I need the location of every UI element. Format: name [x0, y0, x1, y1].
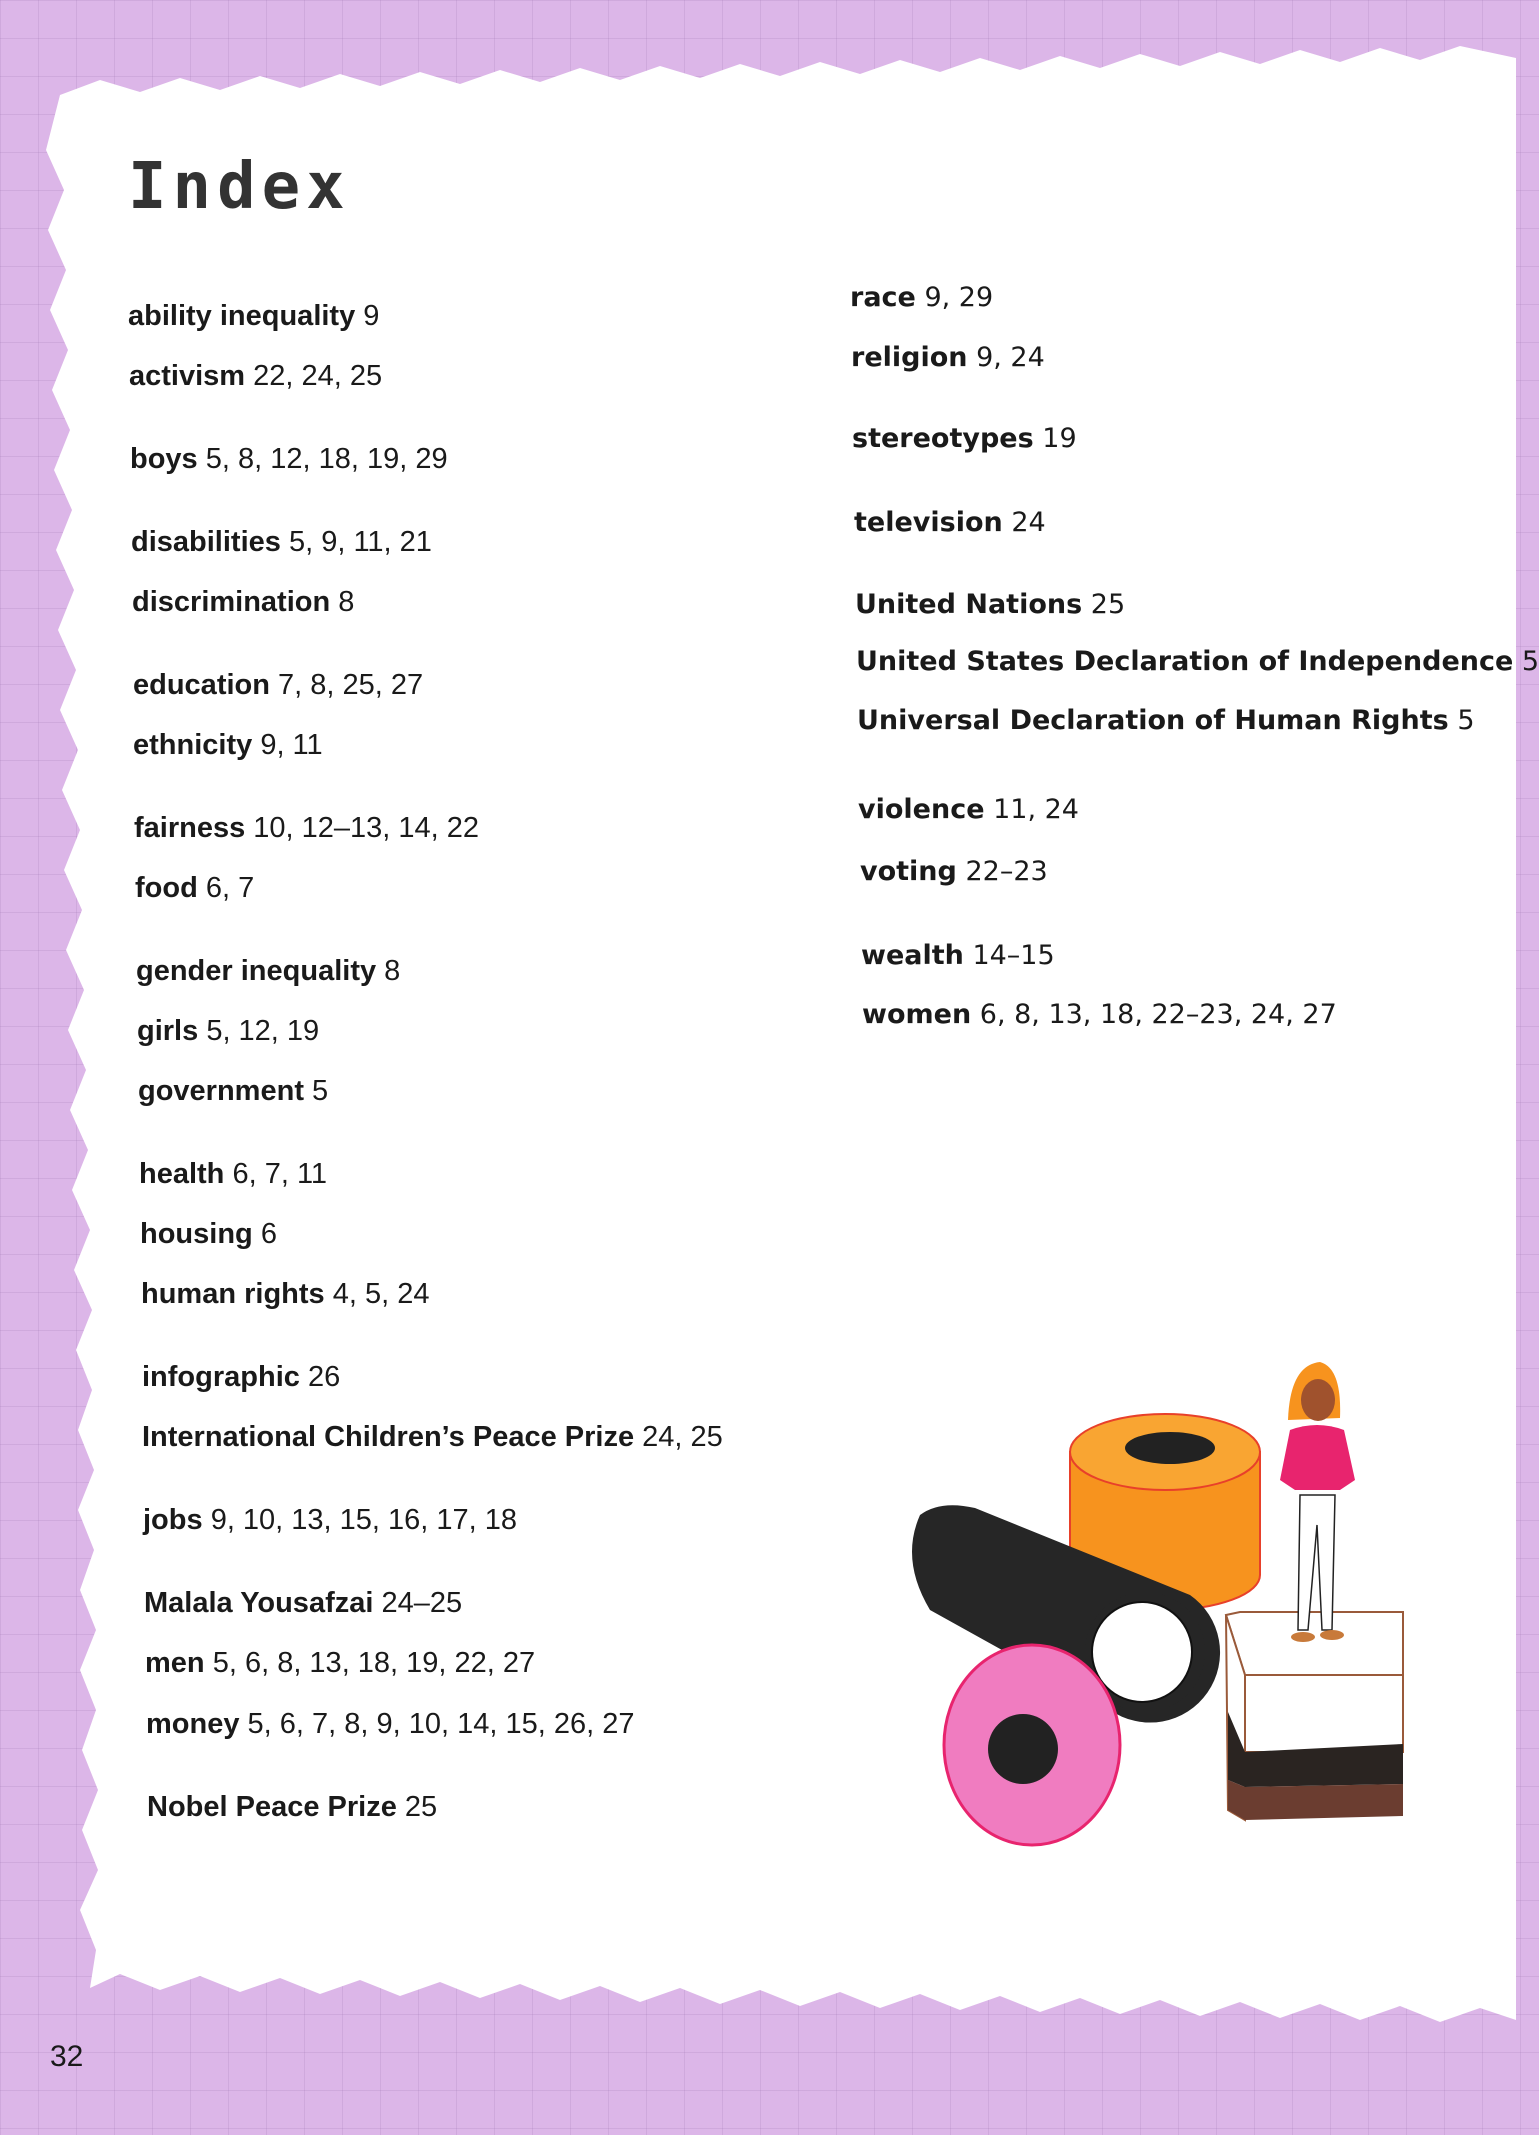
- index-pages: 9, 29: [924, 282, 994, 313]
- index-term: television: [854, 507, 1003, 538]
- index-entry: [144, 1587, 462, 1620]
- index-term: jobs: [143, 1504, 203, 1536]
- index-term: discrimination: [132, 586, 331, 618]
- index-entry: [135, 872, 254, 905]
- index-entry: [851, 342, 1045, 373]
- layered-cube: [1226, 1612, 1403, 1820]
- person-figure: [1280, 1362, 1355, 1642]
- index-term: girls: [137, 1015, 199, 1047]
- index-pages: 22–23: [965, 856, 1048, 887]
- index-term: boys: [130, 443, 198, 475]
- index-term: United Nations: [855, 589, 1083, 620]
- index-pages: 25: [404, 1791, 438, 1823]
- index-pages: 22, 24, 25: [253, 360, 383, 392]
- licorice-allsorts-illustration: [880, 1340, 1440, 1840]
- index-entry: [134, 812, 479, 845]
- index-entry: [856, 646, 1539, 677]
- index-term: money: [146, 1708, 240, 1740]
- index-pages: 8: [338, 586, 355, 618]
- index-term: women: [862, 999, 972, 1030]
- index-pages: 5: [312, 1075, 329, 1107]
- index-pages: 26: [307, 1361, 341, 1393]
- index-entry: [858, 794, 1079, 825]
- index-pages: 6, 8, 13, 18, 22–23, 24, 27: [979, 999, 1337, 1030]
- index-entry: [141, 1278, 429, 1311]
- index-pages: 5, 12, 19: [206, 1015, 320, 1047]
- index-pages: 6: [260, 1218, 277, 1250]
- index-entry: [855, 589, 1125, 620]
- page-title: Index: [128, 150, 351, 224]
- index-entry: [854, 507, 1046, 538]
- index-entry: [136, 955, 400, 988]
- index-term: ethnicity: [133, 729, 253, 761]
- index-entry: [142, 1361, 340, 1394]
- index-entry: [852, 423, 1077, 454]
- index-pages: 9, 10, 13, 15, 16, 17, 18: [210, 1504, 518, 1536]
- index-entry: [129, 360, 382, 393]
- index-pages: 8: [384, 955, 401, 987]
- index-term: ability inequality: [128, 300, 356, 332]
- index-entry: [133, 669, 423, 702]
- index-entry: [862, 999, 1337, 1030]
- index-pages: 24–25: [381, 1587, 463, 1619]
- index-pages: 5: [1457, 705, 1475, 736]
- index-term: disabilities: [131, 526, 281, 558]
- index-term: infographic: [142, 1361, 300, 1393]
- index-term: United States Declaration of Independence: [856, 646, 1514, 677]
- index-term: Malala Yousafzai: [144, 1587, 374, 1619]
- index-pages: 5, 9, 11, 21: [288, 526, 432, 558]
- index-entry: [131, 526, 432, 559]
- index-entry: [860, 856, 1048, 887]
- index-pages: 14–15: [972, 940, 1055, 971]
- index-pages: 6, 7, 11: [232, 1158, 328, 1190]
- index-term: religion: [851, 342, 968, 373]
- index-pages: 9: [363, 300, 380, 332]
- index-entry: [138, 1075, 328, 1108]
- index-entry: [861, 940, 1055, 971]
- index-pages: 6, 7: [205, 872, 255, 904]
- index-term: wealth: [861, 940, 964, 971]
- index-pages: 5, 6, 7, 8, 9, 10, 14, 15, 26, 27: [247, 1708, 635, 1740]
- index-entry: [145, 1647, 535, 1680]
- index-pages: 9, 11: [260, 729, 323, 761]
- index-term: men: [145, 1647, 205, 1679]
- index-entry: [133, 729, 323, 762]
- index-term: voting: [860, 856, 957, 887]
- index-pages: 19: [1042, 423, 1077, 454]
- index-entry: [850, 282, 993, 313]
- index-term: fairness: [134, 812, 246, 844]
- index-term: Nobel Peace Prize: [147, 1791, 397, 1823]
- index-term: International Children’s Peace Prize: [142, 1421, 635, 1453]
- index-term: Universal Declaration of Human Rights: [857, 705, 1449, 736]
- index-term: government: [138, 1075, 304, 1107]
- index-entry: [147, 1791, 437, 1824]
- index-term: stereotypes: [852, 423, 1034, 454]
- index-term: food: [135, 872, 198, 904]
- page-number: 32: [50, 2040, 84, 2073]
- index-entry: [132, 586, 354, 619]
- index-pages: 24, 25: [642, 1421, 723, 1453]
- index-term: health: [139, 1158, 225, 1190]
- index-pages: 5: [1521, 646, 1539, 677]
- index-pages: 9, 24: [976, 342, 1045, 373]
- index-entry: [137, 1015, 319, 1048]
- index-term: race: [850, 282, 916, 313]
- index-entry: [142, 1421, 723, 1454]
- index-pages: 7, 8, 25, 27: [278, 669, 424, 701]
- index-entry: [857, 705, 1475, 736]
- index-pages: 10, 12–13, 14, 22: [253, 812, 480, 844]
- index-pages: 25: [1090, 589, 1126, 620]
- index-entry: [130, 443, 448, 476]
- index-entry: [139, 1158, 327, 1191]
- index-term: housing: [140, 1218, 253, 1250]
- index-pages: 5, 6, 8, 13, 18, 19, 22, 27: [212, 1647, 536, 1679]
- index-term: gender inequality: [136, 955, 377, 987]
- index-pages: 5, 8, 12, 18, 19, 29: [205, 443, 448, 475]
- index-entry: [143, 1504, 517, 1537]
- index-pages: 4, 5, 24: [332, 1278, 430, 1310]
- index-pages: 24: [1011, 507, 1046, 538]
- index-entry: [146, 1708, 635, 1741]
- pink-licorice-disc: [944, 1645, 1120, 1845]
- index-term: violence: [858, 794, 985, 825]
- index-term: human rights: [141, 1278, 325, 1310]
- index-entry: [128, 300, 379, 333]
- index-term: activism: [129, 360, 246, 392]
- index-entry: [140, 1218, 277, 1251]
- index-pages: 11, 24: [993, 794, 1079, 825]
- index-term: education: [133, 669, 270, 701]
